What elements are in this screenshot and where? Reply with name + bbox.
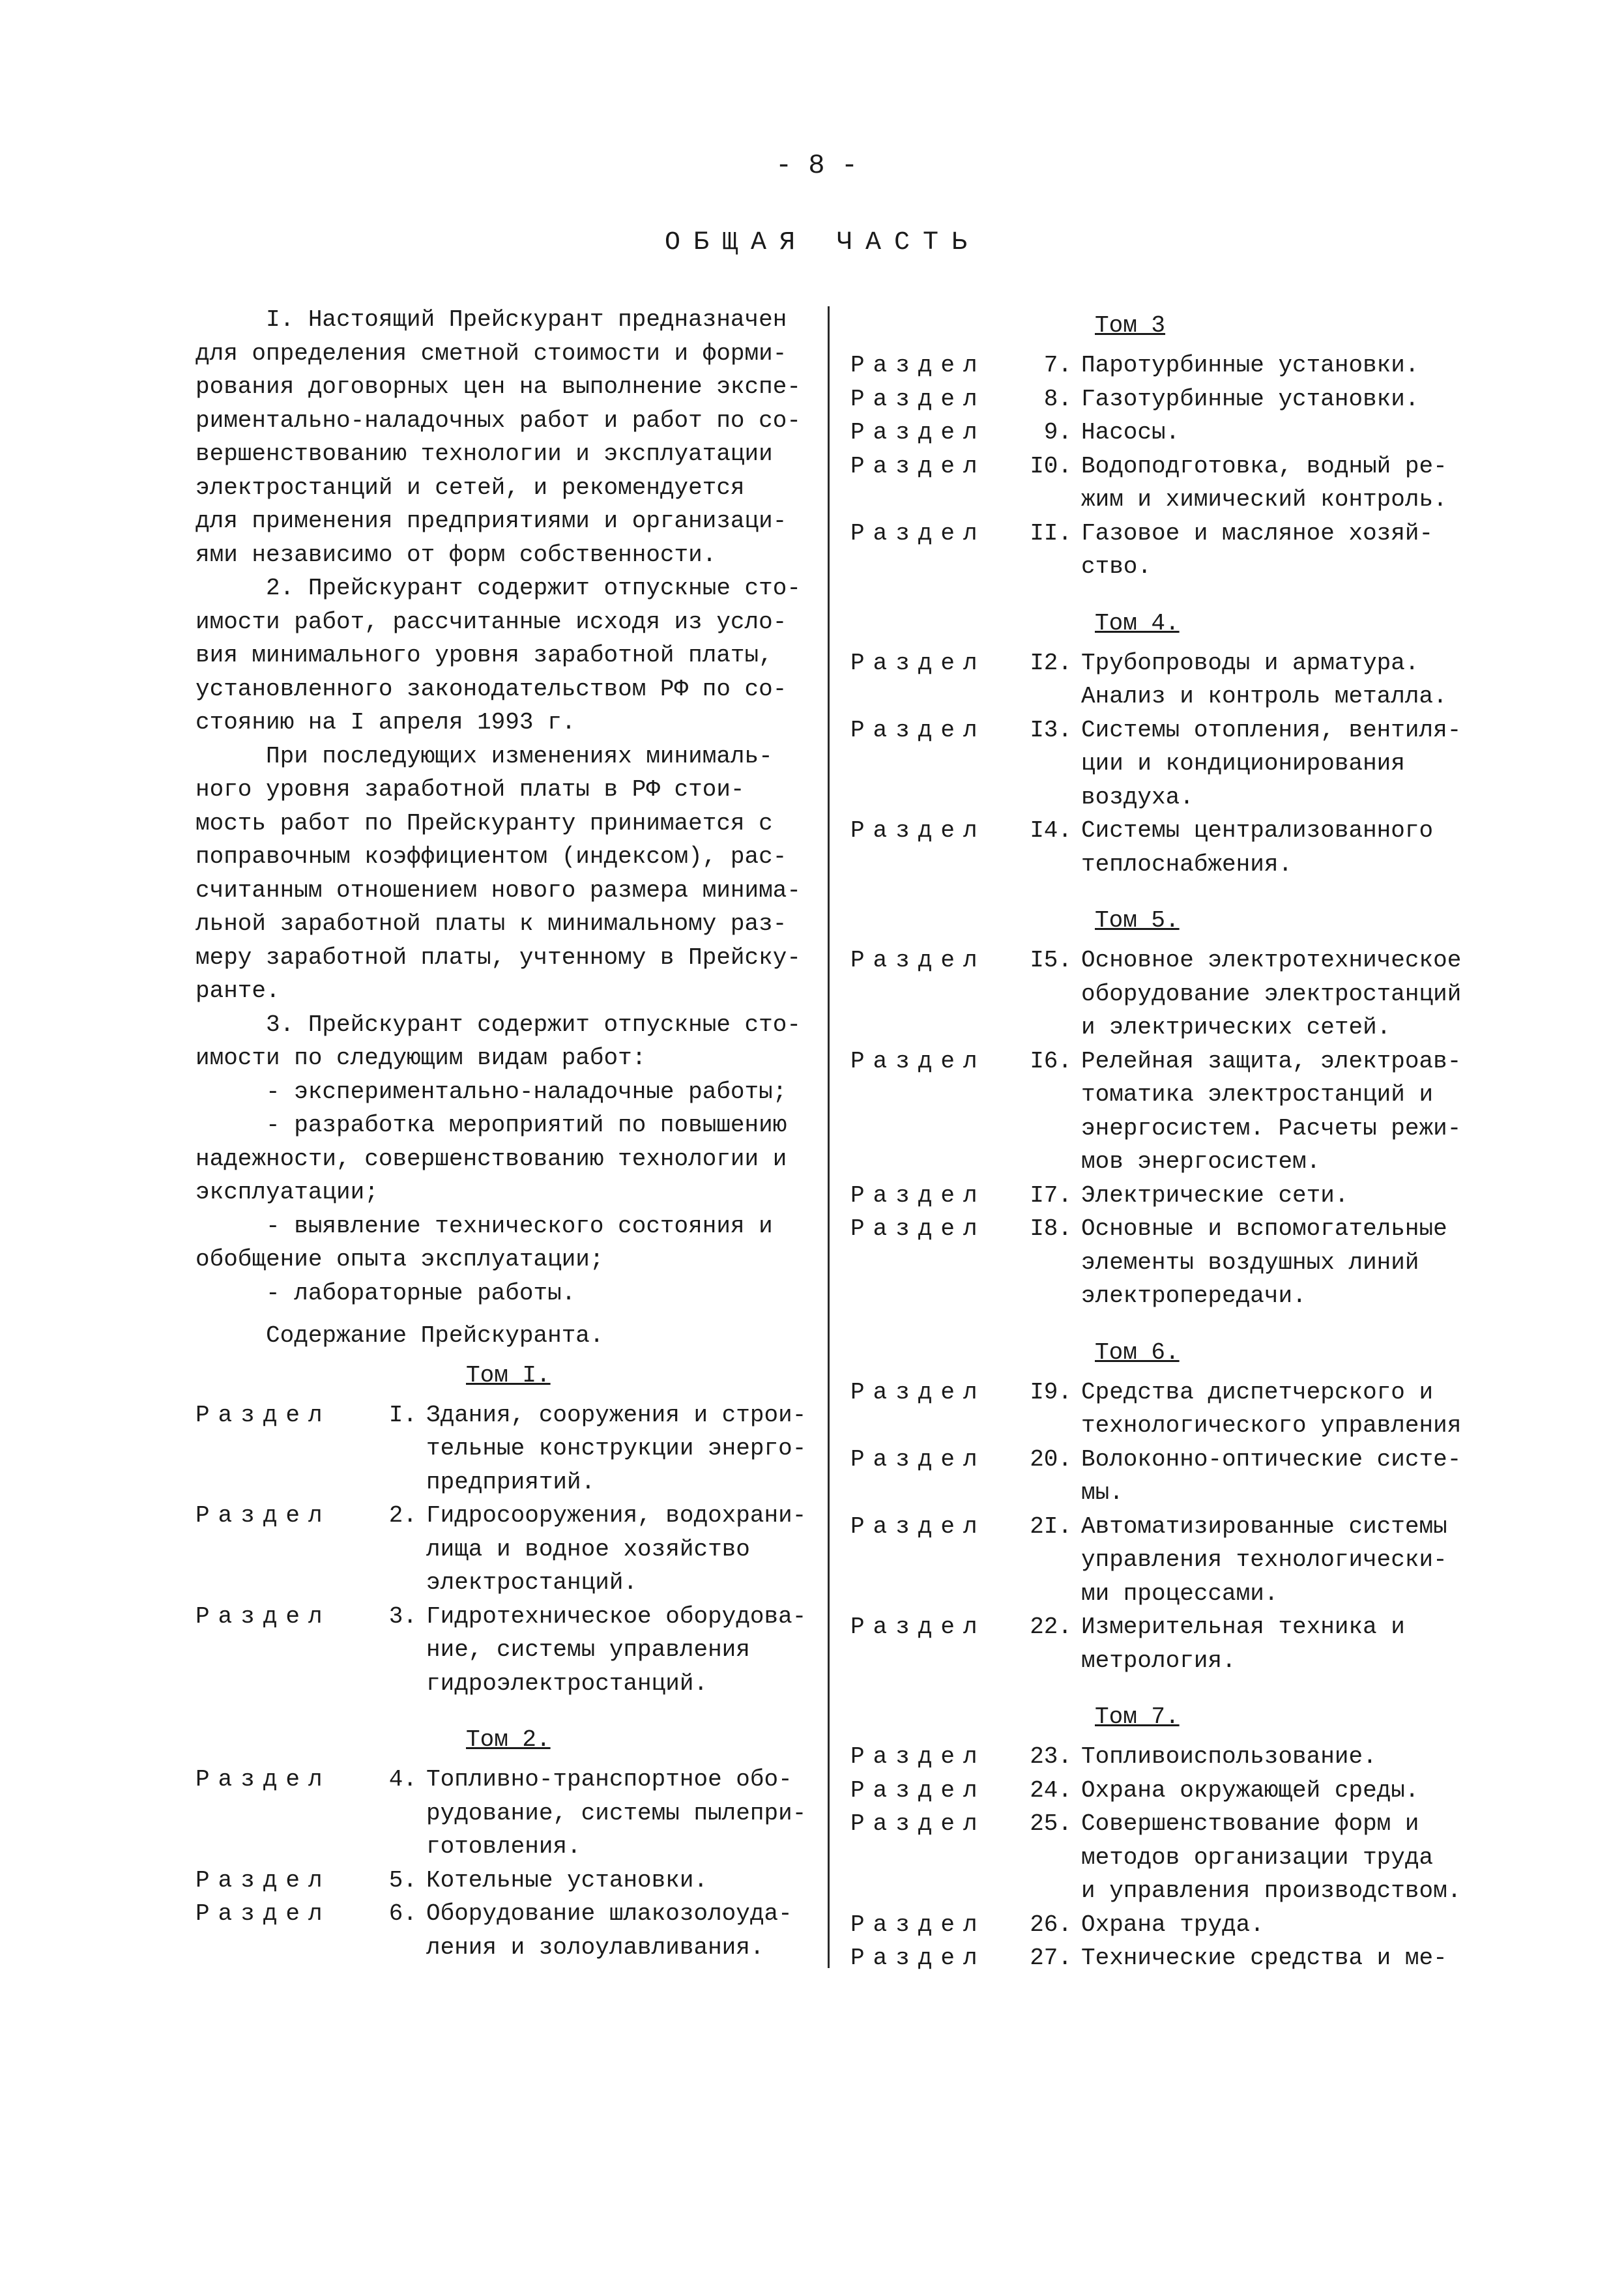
section-title-line: технологического управления <box>1081 1412 1462 1439</box>
volume-title <box>850 1694 1502 1740</box>
volume-title <box>850 1330 1502 1376</box>
section-row <box>850 1908 1502 1942</box>
section-label: Раздел <box>196 1401 331 1428</box>
section-number: 9. <box>1043 419 1072 446</box>
section-number: 2. <box>388 1502 417 1529</box>
intro-line: I. Настоящий Прейскурант предназначен <box>196 306 787 333</box>
section-number: 7. <box>1043 352 1072 379</box>
section-title-line: Релейная защита, электроав- <box>1081 1047 1462 1075</box>
section-title-line: Котельные установки. <box>426 1866 708 1894</box>
section-label: Раздел <box>850 1047 986 1075</box>
intro-line: мость работ по Прейскуранту принимается с <box>196 809 773 837</box>
section-label: Раздел <box>850 649 986 676</box>
intro-line: рования договорных цен на выполнение экспе- <box>196 373 801 400</box>
intro-line: вершенствованию технологии и эксплуатации <box>196 441 773 467</box>
section-row <box>850 944 1502 1045</box>
section-title <box>1072 944 1472 1045</box>
section-number: I2. <box>1030 649 1072 676</box>
section-title-line: Системы централизованного <box>1081 817 1434 844</box>
volume-title-text: Том I. <box>466 1361 551 1389</box>
intro-line: - выявление технического состояния и <box>196 1212 773 1239</box>
volume-title-text: Том 3 <box>1095 312 1166 339</box>
section-title-line: ми процессами. <box>1081 1580 1279 1607</box>
section-title-line: предприятий. <box>426 1468 596 1496</box>
volume-title <box>850 898 1502 944</box>
section-number: I. <box>388 1401 417 1428</box>
section-label: Раздел <box>850 1513 986 1540</box>
section-title-line: томатика электростанций и <box>1081 1081 1434 1108</box>
page-number: - 8 - <box>776 150 858 181</box>
section-number: 6. <box>388 1900 417 1927</box>
section-label: Раздел <box>850 947 986 974</box>
section-title-line: элементы воздушных линий <box>1081 1249 1419 1276</box>
section-row <box>850 1610 1502 1677</box>
section-title-line: Гидросооружения, водохрани- <box>426 1502 807 1529</box>
section-number: II. <box>1030 519 1072 547</box>
section-title-line: Основное электротехническое <box>1081 947 1462 974</box>
section-label: Раздел <box>196 1602 331 1630</box>
section-title-line: и управления производством. <box>1081 1877 1462 1904</box>
section-row <box>850 646 1502 714</box>
section-row <box>850 1510 1502 1611</box>
section-title <box>417 1499 817 1600</box>
section-row <box>196 1897 847 1964</box>
section-number: I9. <box>1030 1378 1072 1406</box>
section-label: Раздел <box>850 419 986 446</box>
section-title-line: Трубопроводы и арматура. <box>1081 649 1419 676</box>
section-title-line: Насосы. <box>1081 419 1180 446</box>
section-number: 22. <box>1030 1614 1072 1640</box>
section-title-line: Анализ и контроль металла. <box>1081 683 1447 710</box>
section-title-line: Электрические сети. <box>1081 1181 1349 1209</box>
intro-line: для применения предприятиями и организаци- <box>196 508 787 534</box>
intro-line: льной заработной платы к минимальному раз- <box>196 910 787 937</box>
section-row <box>196 1499 847 1600</box>
section-title-line: Охрана труда. <box>1081 1911 1264 1938</box>
section-number: I8. <box>1030 1215 1072 1242</box>
intro-line: поправочным коэффициентом (индексом), рас- <box>196 843 787 870</box>
intro-line: 2. Прейскурант содержит отпускные сто- <box>196 575 801 601</box>
section-title <box>1072 383 1472 416</box>
section-title-line: Паротурбинные установки. <box>1081 352 1419 379</box>
section-number: 3. <box>388 1602 417 1630</box>
section-label: Раздел <box>850 385 986 413</box>
intro-line: вия минимального уровня заработной платы, <box>196 642 773 669</box>
section-title-line: ние, системы управления <box>426 1636 750 1663</box>
section-row <box>850 1807 1502 1908</box>
section-row <box>850 416 1502 450</box>
section-title-line: энергосистем. Расчеты режи- <box>1081 1114 1462 1142</box>
section-title <box>1072 1774 1472 1808</box>
volume-title-text: Том 2. <box>466 1726 551 1753</box>
section-row <box>196 1763 847 1864</box>
section-title <box>1072 646 1472 714</box>
section-row <box>196 1399 847 1500</box>
section-title-line: Средства диспетчерского и <box>1081 1378 1434 1406</box>
section-title-line: жим и химический контроль. <box>1081 486 1447 513</box>
section-title-line: готовления. <box>426 1833 581 1860</box>
intro-line: 3. Прейскурант содержит отпускные сто- <box>196 1011 801 1038</box>
section-title <box>1072 1212 1472 1313</box>
section-title <box>417 1399 817 1500</box>
volume-title <box>196 1353 847 1399</box>
intro-line: ями независимо от форм собственности. <box>196 541 717 568</box>
section-number: 2I. <box>1030 1513 1072 1540</box>
section-title-line: мов энергосистем. <box>1081 1148 1321 1175</box>
intro-line: ного уровня заработной платы в РФ стои- <box>196 776 745 803</box>
spacer <box>850 1313 1502 1330</box>
spacer <box>850 1677 1502 1694</box>
section-title-line: ции и кондиционирования <box>1081 750 1405 777</box>
section-label: Раздел <box>850 716 986 744</box>
section-row <box>850 1443 1502 1510</box>
section-title-line: теплоснабжения. <box>1081 850 1293 878</box>
section-row <box>850 383 1502 416</box>
section-number: 26. <box>1030 1911 1072 1938</box>
section-title-line: лища и водное хозяйство <box>426 1535 750 1563</box>
section-title-line: Автоматизированные системы <box>1081 1513 1447 1540</box>
section-row <box>850 1941 1502 1975</box>
intro-line: - разработка мероприятий по повышению <box>196 1112 787 1138</box>
section-title <box>1072 1908 1472 1942</box>
section-title-line: управления технологически- <box>1081 1546 1447 1573</box>
intro-line: эксплуатации; <box>196 1179 379 1206</box>
section-number: I7. <box>1030 1181 1072 1209</box>
section-title-line: Охрана окружающей среды. <box>1081 1776 1419 1804</box>
section-title-line: воздуха. <box>1081 783 1194 811</box>
section-label: Раздел <box>196 1502 331 1529</box>
section-title <box>1072 714 1472 815</box>
contents-right <box>850 303 1502 1975</box>
section-title-line: Водоподготовка, водный ре- <box>1081 452 1447 480</box>
section-label: Раздел <box>196 1866 331 1894</box>
section-title-line: методов организации труда <box>1081 1844 1434 1871</box>
section-title-line: Системы отопления, вентиля- <box>1081 716 1462 744</box>
section-title-line: метрология. <box>1081 1647 1236 1674</box>
section-row <box>850 517 1502 584</box>
section-row <box>850 814 1502 881</box>
volume-title <box>850 601 1502 646</box>
section-number: 27. <box>1030 1945 1072 1971</box>
section-title-line: гидроэлектростанций. <box>426 1670 708 1697</box>
section-row <box>850 714 1502 815</box>
section-title-line: и электрических сетей. <box>1081 1014 1391 1041</box>
volume-title-text: Том 7. <box>1095 1703 1180 1730</box>
section-title <box>1072 450 1472 517</box>
section-title-line: Здания, сооружения и строи- <box>426 1401 807 1428</box>
section-label: Раздел <box>850 352 986 379</box>
spacer <box>850 881 1502 898</box>
section-row <box>850 1774 1502 1808</box>
section-title-line: ство. <box>1081 553 1152 580</box>
section-number: 23. <box>1030 1743 1072 1770</box>
intro-line: имости по следующим видам работ: <box>196 1045 646 1071</box>
section-row <box>850 1045 1502 1179</box>
section-title-line: рудование, системы пылепри- <box>426 1799 807 1827</box>
section-title-line: Газотурбинные установки. <box>1081 385 1419 413</box>
section-title <box>1072 1740 1472 1774</box>
section-label: Раздел <box>850 452 986 480</box>
section-row <box>196 1864 847 1898</box>
intro-line: ранте. <box>196 978 280 1004</box>
intro-line: риментально-наладочных работ и работ по со- <box>196 407 801 434</box>
section-title-line: Совершенствование форм и <box>1081 1810 1419 1837</box>
section-label: Раздел <box>850 1215 986 1242</box>
section-title-line: ления и золоулавливания. <box>426 1934 764 1961</box>
section-label: Раздел <box>196 1766 331 1793</box>
intro-line: считанным отношением нового размера минима- <box>196 877 801 904</box>
section-title <box>1072 1045 1472 1179</box>
intro-line: - лабораторные работы. <box>196 1279 576 1307</box>
section-title <box>417 1600 817 1701</box>
section-title <box>1072 1179 1472 1213</box>
section-label: Раздел <box>850 1911 986 1938</box>
section-title <box>1072 814 1472 881</box>
section-title-line: электропередачи. <box>1081 1283 1307 1309</box>
section-row <box>850 1212 1502 1313</box>
section-title <box>1072 1443 1472 1510</box>
section-number: I0. <box>1030 452 1072 480</box>
section-number: I5. <box>1030 947 1072 974</box>
volume-title-text: Том 5. <box>1095 907 1180 934</box>
contents-heading: Содержание Прейскуранта. <box>196 1322 604 1349</box>
section-title <box>1072 1510 1472 1611</box>
section-label: Раздел <box>850 1181 986 1209</box>
section-row <box>850 1376 1502 1443</box>
contents-left <box>196 1353 847 1965</box>
volume-title-text: Том 6. <box>1095 1339 1180 1366</box>
section-number: 20. <box>1030 1445 1072 1473</box>
section-number: I6. <box>1030 1047 1072 1075</box>
section-number: 4. <box>388 1766 417 1793</box>
section-title <box>1072 1807 1472 1908</box>
section-title <box>1072 416 1472 450</box>
section-title <box>1072 1941 1472 1975</box>
right-column <box>850 303 1502 1975</box>
spacer <box>196 1700 847 1717</box>
section-number: 5. <box>388 1866 417 1894</box>
section-title-line: Измерительная техника и <box>1081 1614 1405 1640</box>
section-title-line: Основные и вспомогательные <box>1081 1215 1447 1242</box>
volume-title-text: Том 4. <box>1095 609 1180 637</box>
section-title <box>417 1897 817 1964</box>
section-title-line: Волоконно-оптические систе- <box>1081 1445 1462 1473</box>
section-label: Раздел <box>850 1445 986 1473</box>
intro-line: электростанций и сетей, и рекомендуется <box>196 474 745 501</box>
section-title-line: Топливоиспользование. <box>1081 1743 1377 1770</box>
section-number: I4. <box>1030 817 1072 844</box>
section-title-line: Топливно-транспортное обо- <box>426 1766 792 1793</box>
section-number: 25. <box>1030 1810 1072 1837</box>
intro-line: - экспериментально-наладочные работы; <box>196 1078 787 1105</box>
intro-line: надежности, совершенствованию технологии и <box>196 1145 787 1172</box>
section-row <box>850 450 1502 517</box>
section-title <box>417 1763 817 1864</box>
section-title-line: электростанций. <box>426 1569 638 1596</box>
intro-line: обобщение опыта эксплуатации; <box>196 1246 604 1273</box>
section-number: 24. <box>1030 1776 1072 1804</box>
section-title-line: Технические средства и ме- <box>1081 1945 1447 1971</box>
section-label: Раздел <box>850 1810 986 1837</box>
section-title-line: оборудование электростанций <box>1081 980 1462 1007</box>
section-title <box>1072 1610 1472 1677</box>
volume-title <box>850 303 1502 349</box>
section-label: Раздел <box>850 1743 986 1770</box>
section-row <box>850 349 1502 383</box>
section-row <box>850 1740 1502 1774</box>
page-title: ОБЩАЯ ЧАСТЬ <box>665 228 981 257</box>
intro-line: стоянию на I апреля 1993 г. <box>196 709 576 736</box>
section-title-line: мы. <box>1081 1479 1124 1506</box>
section-title-line: Газовое и масляное хозяй- <box>1081 519 1434 547</box>
intro-line: имости работ, рассчитанные исходя из усло- <box>196 608 787 635</box>
section-label: Раздел <box>196 1900 331 1927</box>
section-number: I3. <box>1030 716 1072 744</box>
intro-line: меру заработной платы, учтенному в Прейску- <box>196 944 801 971</box>
section-label: Раздел <box>850 817 986 844</box>
intro-line: При последующих изменениях минималь- <box>196 742 773 770</box>
section-title <box>1072 349 1472 383</box>
section-title-line: Оборудование шлакозолоуда- <box>426 1900 792 1927</box>
intro-line: для определения сметной стоимости и форми- <box>196 340 787 367</box>
left-column <box>196 303 847 1964</box>
section-number: 8. <box>1043 385 1072 413</box>
spacer <box>850 584 1502 601</box>
section-row <box>850 1179 1502 1213</box>
section-title-line: тельные конструкции энерго- <box>426 1435 807 1462</box>
section-label: Раздел <box>850 1614 986 1640</box>
section-row <box>196 1600 847 1701</box>
intro-text <box>196 303 847 1310</box>
section-title <box>1072 517 1472 584</box>
volume-title <box>196 1717 847 1763</box>
section-title <box>417 1864 817 1898</box>
section-label: Раздел <box>850 519 986 547</box>
column-divider <box>828 306 830 1968</box>
section-label: Раздел <box>850 1945 986 1971</box>
section-title <box>1072 1376 1472 1443</box>
section-label: Раздел <box>850 1776 986 1804</box>
section-label: Раздел <box>850 1378 986 1406</box>
section-title-line: Гидротехническое оборудова- <box>426 1602 807 1630</box>
intro-line: установленного законодательством РФ по со- <box>196 675 787 703</box>
